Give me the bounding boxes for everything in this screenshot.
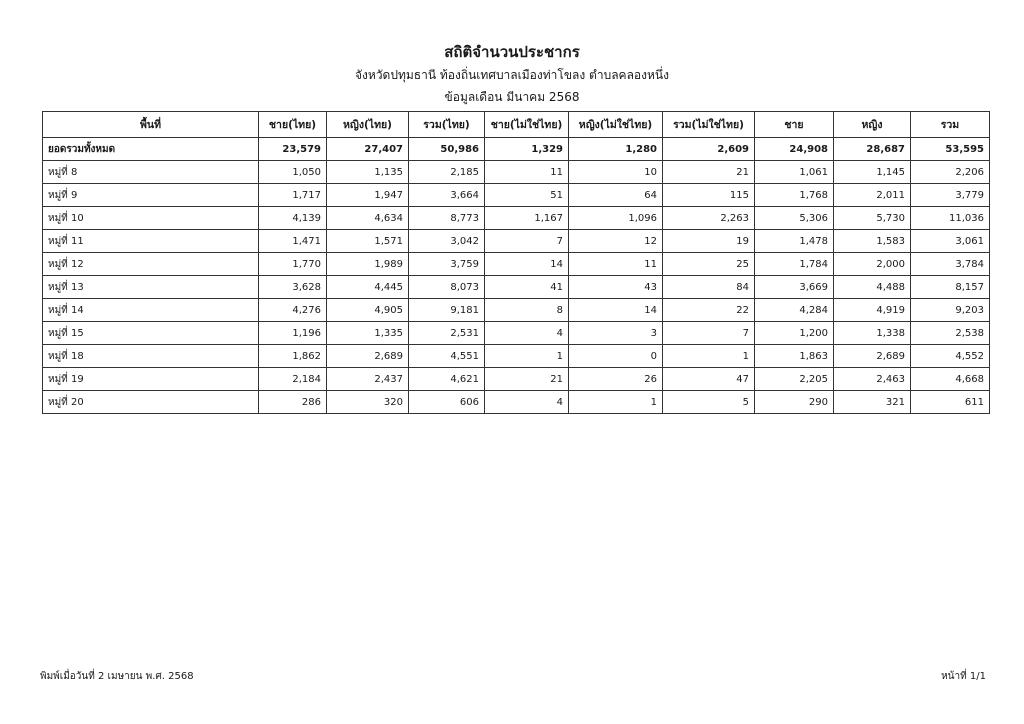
table-cell: 51 bbox=[485, 184, 569, 207]
table-cell: 1,768 bbox=[755, 184, 834, 207]
table-cell: 3,628 bbox=[259, 276, 327, 299]
table-cell: 4,445 bbox=[327, 276, 409, 299]
table-cell: 1,200 bbox=[755, 322, 834, 345]
table-cell: 12 bbox=[569, 230, 663, 253]
table-cell: 53,595 bbox=[911, 138, 990, 161]
table-cell: 2,205 bbox=[755, 368, 834, 391]
table-row bbox=[43, 253, 990, 276]
table-cell: 3,779 bbox=[911, 184, 990, 207]
column-header: หญิง(ไทย) bbox=[327, 112, 409, 138]
table-row bbox=[43, 276, 990, 299]
table-cell: หมู่ที่ 15 bbox=[43, 322, 259, 345]
table-row bbox=[43, 161, 990, 184]
table-row bbox=[43, 184, 990, 207]
table-cell: หมู่ที่ 20 bbox=[43, 391, 259, 414]
table-cell: 2,011 bbox=[834, 184, 911, 207]
table-cell: 4,552 bbox=[911, 345, 990, 368]
table-cell: 19 bbox=[663, 230, 755, 253]
table-cell: 5,306 bbox=[755, 207, 834, 230]
table-cell: 2,185 bbox=[409, 161, 485, 184]
table-cell: 286 bbox=[259, 391, 327, 414]
table-cell: 3,664 bbox=[409, 184, 485, 207]
column-header: ชาย bbox=[755, 112, 834, 138]
column-header: ชาย(ไม่ใช่ไทย) bbox=[485, 112, 569, 138]
table-cell: 4,668 bbox=[911, 368, 990, 391]
table-cell: 11,036 bbox=[911, 207, 990, 230]
table-cell: 7 bbox=[485, 230, 569, 253]
table-cell: 1,061 bbox=[755, 161, 834, 184]
column-header: พื้นที่ bbox=[43, 112, 259, 138]
table-cell: 2,531 bbox=[409, 322, 485, 345]
table-row bbox=[43, 230, 990, 253]
table-cell: 4,488 bbox=[834, 276, 911, 299]
table-cell: 1,770 bbox=[259, 253, 327, 276]
table-cell: 4 bbox=[485, 322, 569, 345]
table-cell: 1,784 bbox=[755, 253, 834, 276]
table-cell: หมู่ที่ 10 bbox=[43, 207, 259, 230]
column-header: รวม(ไทย) bbox=[409, 112, 485, 138]
table-cell: 1 bbox=[485, 345, 569, 368]
table-cell: 4,551 bbox=[409, 345, 485, 368]
table-cell: 1,196 bbox=[259, 322, 327, 345]
table-cell: 4,905 bbox=[327, 299, 409, 322]
column-header: หญิง bbox=[834, 112, 911, 138]
table-cell: 2,609 bbox=[663, 138, 755, 161]
table-cell: หมู่ที่ 12 bbox=[43, 253, 259, 276]
table-row bbox=[43, 207, 990, 230]
table-cell: 64 bbox=[569, 184, 663, 207]
table-row bbox=[43, 322, 990, 345]
table-cell: 43 bbox=[569, 276, 663, 299]
table-cell: 28,687 bbox=[834, 138, 911, 161]
table-cell: 25 bbox=[663, 253, 755, 276]
table-cell: 1 bbox=[569, 391, 663, 414]
table-cell: 1,947 bbox=[327, 184, 409, 207]
table-cell: 1,135 bbox=[327, 161, 409, 184]
table-cell: 8,157 bbox=[911, 276, 990, 299]
table-cell: 11 bbox=[569, 253, 663, 276]
table-cell: 10 bbox=[569, 161, 663, 184]
table-cell: 1,863 bbox=[755, 345, 834, 368]
table-cell: 27,407 bbox=[327, 138, 409, 161]
table-cell: 2,538 bbox=[911, 322, 990, 345]
page-number: หน้าที่ 1/1 bbox=[941, 671, 986, 682]
table-cell: หมู่ที่ 8 bbox=[43, 161, 259, 184]
table-cell: 320 bbox=[327, 391, 409, 414]
page-subtitle-period: ข้อมูลเดือน มีนาคม 2568 bbox=[444, 90, 580, 104]
table-row bbox=[43, 391, 990, 414]
table-cell: 3,042 bbox=[409, 230, 485, 253]
table-cell: 1,145 bbox=[834, 161, 911, 184]
table-cell: 0 bbox=[569, 345, 663, 368]
table-cell: 1,717 bbox=[259, 184, 327, 207]
table-cell: หมู่ที่ 18 bbox=[43, 345, 259, 368]
table-cell: 21 bbox=[663, 161, 755, 184]
table-cell: 3,669 bbox=[755, 276, 834, 299]
table-cell: หมู่ที่ 14 bbox=[43, 299, 259, 322]
table-cell: 84 bbox=[663, 276, 755, 299]
table-cell: 1,280 bbox=[569, 138, 663, 161]
table-cell: 2,184 bbox=[259, 368, 327, 391]
table-cell: ยอดรวมทั้งหมด bbox=[43, 138, 259, 161]
table-cell: 7 bbox=[663, 322, 755, 345]
table-cell: 5 bbox=[663, 391, 755, 414]
table-cell: 22 bbox=[663, 299, 755, 322]
table-cell: 1,478 bbox=[755, 230, 834, 253]
table-cell: 4,139 bbox=[259, 207, 327, 230]
table-cell: 1,338 bbox=[834, 322, 911, 345]
table-cell: 3 bbox=[569, 322, 663, 345]
table-cell: หมู่ที่ 19 bbox=[43, 368, 259, 391]
column-header: รวม(ไม่ใช่ไทย) bbox=[663, 112, 755, 138]
table-cell: 611 bbox=[911, 391, 990, 414]
table-cell: 11 bbox=[485, 161, 569, 184]
table-cell: 23,579 bbox=[259, 138, 327, 161]
table-cell: 2,263 bbox=[663, 207, 755, 230]
table-cell: 14 bbox=[485, 253, 569, 276]
table-cell: 4,284 bbox=[755, 299, 834, 322]
table-cell: 1,471 bbox=[259, 230, 327, 253]
table-cell: หมู่ที่ 9 bbox=[43, 184, 259, 207]
table-cell: 4 bbox=[485, 391, 569, 414]
table-cell: 9,203 bbox=[911, 299, 990, 322]
table-cell: 4,621 bbox=[409, 368, 485, 391]
table-header-row bbox=[43, 112, 990, 138]
table-cell: 2,689 bbox=[327, 345, 409, 368]
table-cell: 26 bbox=[569, 368, 663, 391]
table-cell: 41 bbox=[485, 276, 569, 299]
table-cell: 3,784 bbox=[911, 253, 990, 276]
table-cell: 1,335 bbox=[327, 322, 409, 345]
table-cell: 2,437 bbox=[327, 368, 409, 391]
table-cell: 3,061 bbox=[911, 230, 990, 253]
table-cell: 1,571 bbox=[327, 230, 409, 253]
table-cell: 3,759 bbox=[409, 253, 485, 276]
column-header: หญิง(ไม่ใช่ไทย) bbox=[569, 112, 663, 138]
table-cell: 2,463 bbox=[834, 368, 911, 391]
table-row bbox=[43, 368, 990, 391]
table-cell: 2,206 bbox=[911, 161, 990, 184]
table-cell: 1,167 bbox=[485, 207, 569, 230]
column-header: รวม bbox=[911, 112, 990, 138]
table-cell: 9,181 bbox=[409, 299, 485, 322]
table-cell: 321 bbox=[834, 391, 911, 414]
table-cell: 290 bbox=[755, 391, 834, 414]
table-row bbox=[43, 345, 990, 368]
column-header: ชาย(ไทย) bbox=[259, 112, 327, 138]
table-cell: 1,862 bbox=[259, 345, 327, 368]
table-cell: 1 bbox=[663, 345, 755, 368]
table-cell: 4,276 bbox=[259, 299, 327, 322]
table-cell: 47 bbox=[663, 368, 755, 391]
table-cell: 2,000 bbox=[834, 253, 911, 276]
table-cell: 8 bbox=[485, 299, 569, 322]
page-title: สถิติจำนวนประชากร bbox=[444, 43, 580, 61]
table-cell: 8,773 bbox=[409, 207, 485, 230]
table-cell: 1,329 bbox=[485, 138, 569, 161]
table-row bbox=[43, 299, 990, 322]
total-row bbox=[43, 138, 990, 161]
table-cell: 1,096 bbox=[569, 207, 663, 230]
table-cell: 2,689 bbox=[834, 345, 911, 368]
table-cell: 115 bbox=[663, 184, 755, 207]
table-cell: 5,730 bbox=[834, 207, 911, 230]
table-cell: 50,986 bbox=[409, 138, 485, 161]
table-cell: 606 bbox=[409, 391, 485, 414]
table-cell: 1,050 bbox=[259, 161, 327, 184]
population-table bbox=[42, 111, 990, 414]
table-cell: 4,919 bbox=[834, 299, 911, 322]
table-cell: 8,073 bbox=[409, 276, 485, 299]
table-cell: 24,908 bbox=[755, 138, 834, 161]
table-cell: หมู่ที่ 13 bbox=[43, 276, 259, 299]
table-cell: 21 bbox=[485, 368, 569, 391]
table-cell: 4,634 bbox=[327, 207, 409, 230]
table-cell: 1,583 bbox=[834, 230, 911, 253]
page-subtitle-location: จังหวัดปทุมธานี ท้องถิ่นเทศบาลเมืองท่าโขลง ตำบลคลองหนึ่ง bbox=[355, 68, 669, 82]
table-cell: หมู่ที่ 11 bbox=[43, 230, 259, 253]
print-date: พิมพ์เมื่อวันที่ 2 เมษายน พ.ศ. 2568 bbox=[40, 671, 194, 682]
table-cell: 1,989 bbox=[327, 253, 409, 276]
table-cell: 14 bbox=[569, 299, 663, 322]
